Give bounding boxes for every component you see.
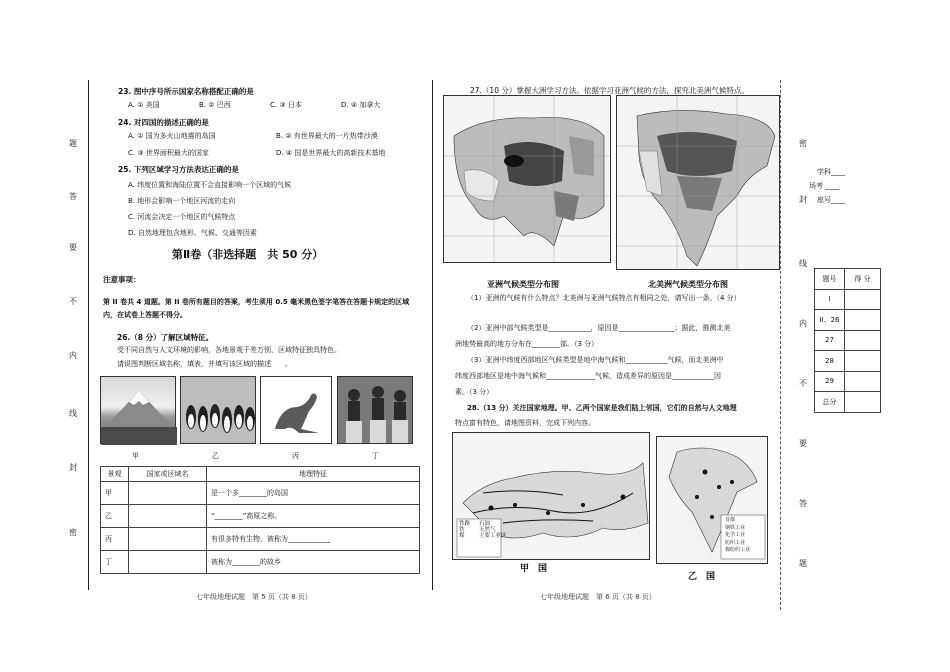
score-row-label: 29 xyxy=(815,371,845,392)
score-cell[interactable] xyxy=(845,371,881,392)
photo-yi-penguins xyxy=(180,376,256,444)
score-row-label: I xyxy=(815,289,845,310)
feature-cell[interactable]: 被称为________的故乡 xyxy=(207,551,420,574)
region-answer-cell[interactable] xyxy=(129,528,207,551)
right-binding-line xyxy=(780,80,781,610)
right-seal-char: 密 xyxy=(799,139,807,148)
seat-field[interactable]: 座号____ xyxy=(817,196,845,204)
q25-option-b[interactable]: B. 地形会影响一个地区河流的走向 xyxy=(128,197,236,205)
map-label-jia: 甲 国 xyxy=(520,564,548,574)
left-seal-char: 要 xyxy=(69,243,77,252)
q27-sub3c[interactable]: 素。（3 分） xyxy=(455,388,494,396)
photo-label-bing: 丙 xyxy=(292,452,299,460)
left-seal-char: 封 xyxy=(69,463,77,472)
legend-industrial-zone: 主要工业区 xyxy=(479,533,507,540)
row-key: 甲 xyxy=(101,482,129,505)
left-seal-char: 不 xyxy=(69,297,77,306)
q25-option-c[interactable]: C. 河流会决定一个地区的气候特点 xyxy=(128,213,236,221)
score-header-no: 题号 xyxy=(815,269,845,290)
legend-steel: 钢铁工业 xyxy=(725,524,746,531)
photo-label-jia: 甲 xyxy=(132,452,139,460)
feature-cell[interactable]: 有很多特有生物，被称为____________ xyxy=(207,528,420,551)
region-answer-cell[interactable] xyxy=(129,551,207,574)
page5-footer: 七年级地理试题 第 5 页（共 8 页） xyxy=(196,593,312,601)
left-seal-char: 线 xyxy=(69,409,77,418)
score-row-label: 28 xyxy=(815,351,845,372)
q26-line1: 受不同自然与人文环境的影响，各地景观千差万别，区域特征独具特色。 xyxy=(117,346,341,354)
legend-textile: 纺织工业 xyxy=(725,539,746,546)
photo-ding-drummers xyxy=(337,376,413,444)
notice-title: 注意事项： xyxy=(103,275,141,284)
q24-stem: 24. 对四国的描述正确的是 xyxy=(118,118,209,127)
col-region-name: 国家或区域名 xyxy=(129,467,207,482)
photo-bing-kangaroo xyxy=(260,376,332,444)
page-divider xyxy=(432,80,433,590)
col-feature: 地理特征 xyxy=(207,467,420,482)
score-table xyxy=(814,268,881,413)
row-key: 乙 xyxy=(101,505,129,528)
col-landscape: 景观 xyxy=(101,467,129,482)
feature-cell[interactable]: “________”高原之称。 xyxy=(207,505,420,528)
q26-stem: 26.（8 分）了解区域特征。 xyxy=(117,333,214,342)
q24-option-c[interactable]: C. ③ 世界面积最大的国家 xyxy=(128,149,209,157)
q24-option-a[interactable]: A. ① 国为多火山地震的岛国 xyxy=(128,132,216,140)
q27-sub3a[interactable]: （3）亚洲中纬度西部地区气候类型是地中海气候和____________气候，而北美洲中 xyxy=(467,356,724,364)
region-answer-cell[interactable] xyxy=(129,482,207,505)
photo-label-ding: 丁 xyxy=(372,452,379,460)
row-key: 丙 xyxy=(101,528,129,551)
q24-option-d[interactable]: D. ④ 国是世界最大的高新技术基地 xyxy=(276,149,386,157)
legend-oil: 石油 xyxy=(479,521,491,527)
exam-room-field[interactable]: 场考 ____ xyxy=(809,182,840,190)
na-map-caption: 北美洲气候类型分布图 xyxy=(648,280,728,289)
right-seal-char: 内 xyxy=(799,319,807,328)
score-cell[interactable] xyxy=(845,289,881,310)
row-key: 丁 xyxy=(101,551,129,574)
score-row-label: 总分 xyxy=(815,392,845,413)
legend-gas: 天然气 xyxy=(479,527,496,534)
asia-map-caption: 亚洲气候类型分布图 xyxy=(487,280,559,289)
q27-sub2b[interactable]: 洲地势最高的地方分布在________部。（3 分） xyxy=(455,340,599,348)
right-seal-char: 不 xyxy=(799,379,807,388)
map-label-yi: 乙 国 xyxy=(688,572,716,582)
q25-stem: 25. 下列区域学习方法表达正确的是 xyxy=(118,165,239,174)
right-seal-char: 线 xyxy=(799,259,807,268)
section-title: 第Ⅱ卷（非选择题 共 50 分） xyxy=(172,248,324,261)
left-binding-line xyxy=(88,80,89,590)
q27-sub3b[interactable]: 纬度西部地区是地中海气候和______________气候，造成差异的原因是____________因 xyxy=(455,372,721,380)
legend-capital: 首都 xyxy=(725,517,736,523)
score-cell[interactable] xyxy=(845,330,881,351)
q26-line2: 请说图判断区域名称，填表，并填写该区域的描述 。 xyxy=(117,360,292,368)
right-seal-char: 要 xyxy=(799,439,807,448)
photo-label-yi: 乙 xyxy=(212,452,219,460)
q28-stem2: 特点富有特色，请地图资料，完成下列内容。 xyxy=(455,419,595,427)
legend-iron: 铁 xyxy=(459,527,465,534)
asia-climate-map xyxy=(443,95,611,263)
region-answer-cell[interactable] xyxy=(129,505,207,528)
score-row-label: 27 xyxy=(815,330,845,351)
legend-coal: 煤 xyxy=(459,533,465,540)
score-cell[interactable] xyxy=(845,351,881,372)
right-seal-char: 答 xyxy=(799,499,807,508)
score-row-label: II、26 xyxy=(815,310,845,331)
legend-chemical: 化学工业 xyxy=(725,532,746,539)
north-america-climate-map xyxy=(616,95,780,270)
legend-cotton: 棉纺织工业 xyxy=(725,547,751,554)
feature-cell[interactable]: 是一个多________的岛国 xyxy=(207,482,420,505)
left-seal-char: 密 xyxy=(69,528,77,537)
score-cell[interactable] xyxy=(845,310,881,331)
q28-stem: 28.（13 分）关注国家地理。甲、乙两个国家是我们陆上邻国，它们的自然与人文地理 xyxy=(467,404,737,412)
q23-option-b[interactable]: B. ② 巴西 xyxy=(199,101,231,109)
left-seal-char: 内 xyxy=(69,351,77,360)
q23-stem: 23. 图中序号所示国家名称搭配正确的是 xyxy=(118,87,254,96)
right-seal-char: 封 xyxy=(799,195,807,204)
q27-sub2a[interactable]: （2）亚洲中部气候类型是____________，原因是________________；据此，推测北美 xyxy=(467,324,731,332)
q27-sub1: （1）亚洲的气候有什么特点？北美洲与亚洲气候特点有相同之处，请写出一条。（4 分） xyxy=(467,294,741,302)
left-seal-char: 答 xyxy=(69,192,77,201)
q27-stem: 27.（10 分）掌握大洲学习方法。依据学习亚洲气候的方法，探究北美洲气候特点。 xyxy=(470,86,749,95)
q24-option-b[interactable]: B. ② 有世界最大的一片热带沙漠 xyxy=(276,132,378,140)
q23-option-c[interactable]: C. ③ 日本 xyxy=(270,101,302,109)
country-jia-map xyxy=(452,432,650,560)
score-header-score: 得 分 xyxy=(845,269,881,290)
country-yi-map xyxy=(656,436,768,564)
q23-option-d[interactable]: D. ④ 加拿大 xyxy=(341,101,381,109)
q25-option-d[interactable]: D. 自然地理包含地形、气候、交通等因素 xyxy=(128,229,257,237)
q26-feature-table xyxy=(100,466,420,574)
left-seal-char: 题 xyxy=(69,139,77,148)
q23-option-a[interactable]: A. ① 美国 xyxy=(128,101,160,109)
photo-jia-mount-fuji xyxy=(100,376,176,444)
subject-field[interactable]: 学科____ xyxy=(817,168,845,176)
page6-footer: 七年级地理试题 第 6 页（共 8 页） xyxy=(540,593,656,601)
q25-option-a[interactable]: A. 纬度位置和海陆位置不会直接影响一个区域的气候 xyxy=(128,181,292,189)
legend-railway: 铁路 xyxy=(459,521,471,527)
score-cell[interactable] xyxy=(845,392,881,413)
notice-body: 第 II 卷共 4 道题。第 II 卷所有题目的答案，考生须用 0.5 毫米黑色签字笔答在答题卡规定的区域内，在试卷上答题不得分。 xyxy=(103,298,410,319)
right-seal-char: 题 xyxy=(799,559,807,568)
